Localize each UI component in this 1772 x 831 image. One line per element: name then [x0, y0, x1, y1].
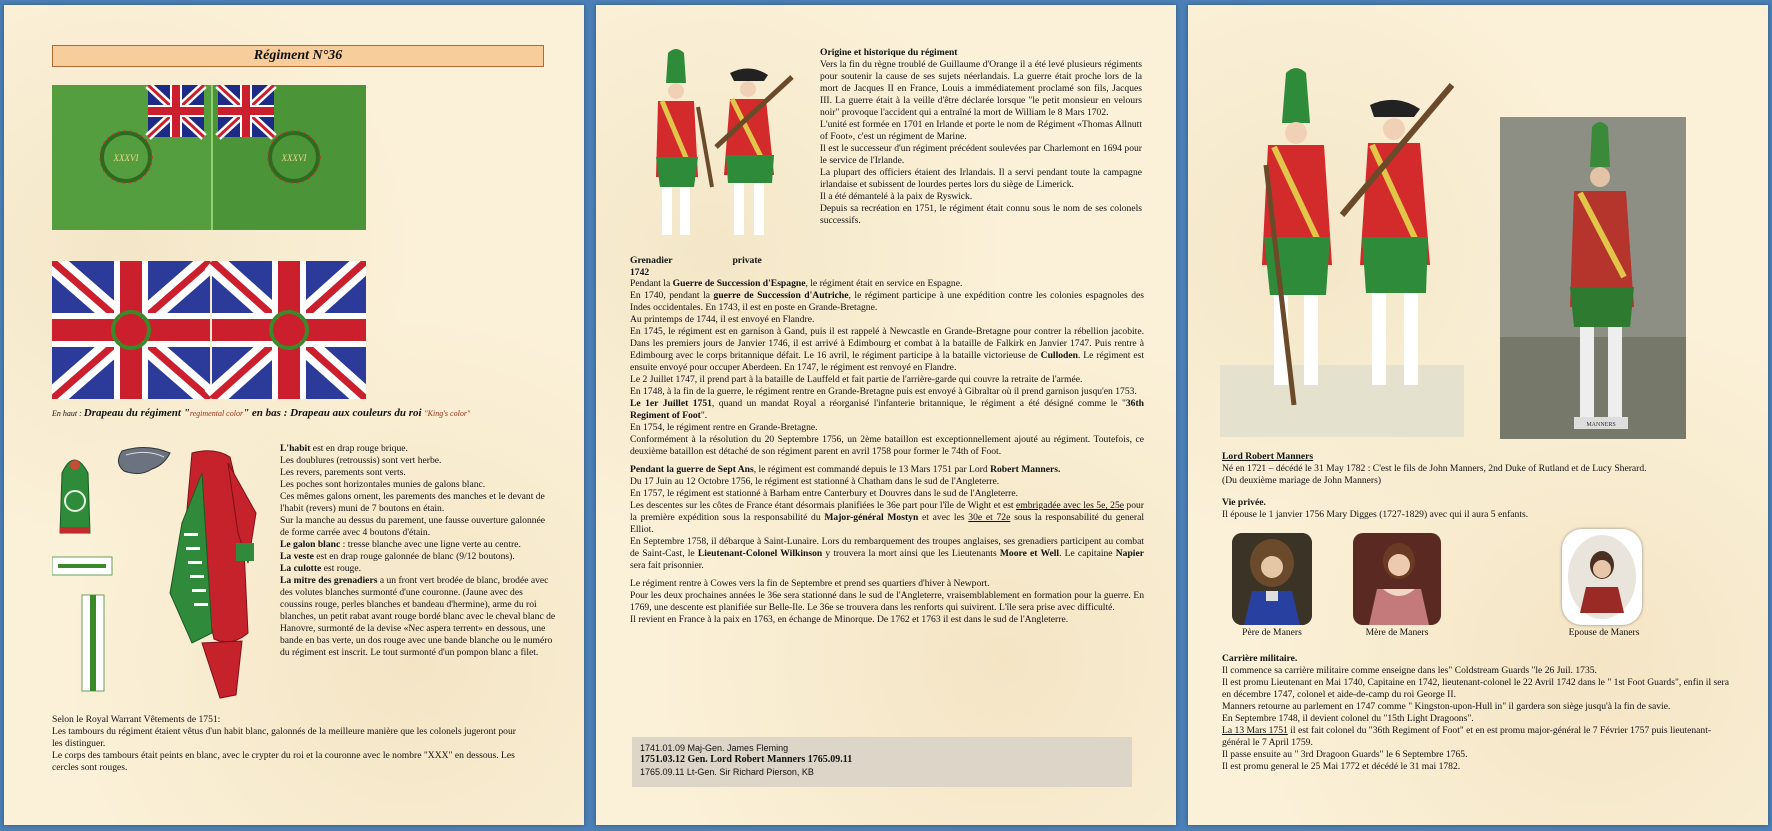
wife-portrait-icon [1562, 529, 1642, 625]
portrait-father-label: Père de Maners [1242, 627, 1302, 638]
uniform-line: Les doublures (retroussis) sont vert herbe. [280, 455, 442, 466]
origin-paragraph: Depuis sa recréation en 1751, le régiment était connu sous le nom de ses colonels successifs. [820, 203, 1142, 226]
uniform-line: La culotte est rouge. [280, 563, 362, 574]
page-1 [4, 5, 584, 825]
uniform-line: Les poches sont horizontales munies de galons blanc. [280, 479, 486, 490]
origin-paragraph: L'unité est formée en 1701 en Irlande et porte le nom de Régiment «Thomas Allnutt of Foot», c'est un régiment de Marine. [820, 119, 1142, 142]
mother-portrait-icon [1353, 533, 1441, 625]
portrait-mother-label: Mère de Maners [1365, 627, 1429, 638]
coat-icon [170, 451, 256, 698]
grenadier-figure [656, 49, 712, 235]
flag-caption: En haut : Drapeau du régiment "regimental color" en bas : Drapeau aux couleurs du roi "King's color" [52, 407, 471, 419]
union-canton-right [218, 85, 274, 137]
button-lace-icon [82, 595, 104, 691]
mitre-cap-icon [60, 460, 90, 533]
portrait-father [1232, 533, 1312, 625]
history-text: Pendant la Guerre de Succession d'Espagne, le régiment était en service en Espagne. En 1740, pendant la guerre de Succession d'Autriche, le régiment participe à une expédition contre les colonies espagnoles des Indes occidentales. En 1743, il est en poste en Grande-Bretagne. Au printemps de 1744, il est envoyé en Flandre. En 1745, le régiment est en garnison à Gand, puis il est rappelé à Newcastle en Grande-Bretagne pour contrer la rébellion jacobite. Dans les premiers jours de Janvier 1746, il est arrivé à Edimbourg et combat à la bataille de Falkirk en Janvier 1747. Puis rentre à Edimbourg avec le corps britannique défait. Le 16 avril, le régiment participe à la bataille victorieuse de Culloden. Le régiment est ensuite envoyé pour occuper Aberdeen. En 1747, le régiment est renvoyé en Flandre. Le 2 Juillet 1747, il prend part à la bataille de Lauffeld et fait partie de l'arrière-garde qui couvre la retraite de l'armée. En 1748, à la fin de la guerre, le régiment rentre en Grande-Bretagne puis est envoyé à Gibraltar où il prend garnison jusqu'en 1753. Le 1er Juillet 1751, quand un mandat Royal a réorganisé l'infanterie britannique, le régiment a été désigné comme le "36th Regiment of Foot". En 1754, le régiment rentre en Grande-Bretagne. Conformément à la résolution du 20 Septembre 1756, un 2ème bataillon est exceptionnellement ajouté au régiment. Toutefois, ce deuxième bataillon est détaché de son régiment parent en avril 1758 pour former le 74th of Foot. Pendant la guerre de Sept Ans, le régiment est commandé depuis le 13 Mars 1751 par Lord Robert Manners. Du 17 Juin au 12 Octobre 1756, le régiment est stationné à Chatham dans le sud de l'Angleterre. En 1757, le régiment est stationné à Barham entre Canterbury et Douvres dans le sud de l'Angleterre. Les descentes sur les côtes de France étant désormais planifiées le 36e part pour l'île de Wight et est embrigadée avec les 5e, 25e pour la première expédition sous la responsabilité du Major-général Mostyn et avec les 30e et 72e sous la responsabilité du general Elliot. En Septembre 1758, il débarque à Saint-Lunaire. Lors du rembarquement des troupes anglaises, ses grenadiers participent au combat de Saint-Cast, le Lieutenant-Colonel Wilkinson y trouvera la mort ainsi que les Lieutenants Moore et Well. Le capitaine Napier sera fait prisonnier. Le régiment rentre à Cowes vers la fin de Septembre et prend ses quartiers d'hiver à Newport. Pour les deux prochaines années le 36e sera stationné dans le sud de l'Angleterre, vraisemblablement en formation pour la guerre. En 1769, une descente est planifiée sur Belle-Ile. Le 36e se trouvera dans les renforts qui suivirent. L'île sera prise avec difficulté. Il revient en France à la paix en 1763, en échange de Minorque. De 1762 et 1763 il est dans le sud de l'Angleterre. [630, 278, 1145, 625]
origin-heading: Origine et historique du régiment [820, 47, 958, 58]
manners-painting [1500, 117, 1686, 439]
union-flag-left [52, 261, 210, 399]
tricorne-hat-icon [118, 447, 170, 473]
union-canton-left [148, 85, 204, 137]
uniform-line: La mitre des grenadiers a un front vert brodée de blanc, brodée avec des volutes blanches surmonté d'une couronne. (Jaune avec des coussins rouge, perles blanches et bandeau d'hermine), arme du roi blanches, un petit rabat avant rouge bordé blanc avec le cheval blanc de Hanovre, surmonté de la devise «Nec aspera terrent» en dessous, une bande en bas verte, un dos rouge avec une bande blanche ou le numéro du régiment est inscrit. Le tout surmonté d'un pompon blanc a filet. [280, 575, 556, 658]
regimental-color-flag [52, 85, 366, 230]
career-heading: Carrière militaire. [1222, 653, 1298, 664]
uniform-line: Le galon blanc : tresse blanche avec une ligne verte au centre. [280, 539, 521, 550]
svg-text:XXXVI: XXXVI [281, 153, 307, 163]
uniform-line: Sur la manche au dessus du parement, une fausse ouverture galonnée de forme carrée avec 4 boutons d'étain. [280, 515, 546, 538]
painting-figure [1500, 117, 1686, 439]
grenadier-figure-large [1262, 68, 1332, 405]
page-3 [1188, 5, 1768, 825]
portrait-wife-label: Epouse de Maners [1568, 627, 1640, 638]
origin-paragraph: Vers la fin du règne troublé de Guillaume d'Orange il a été levé plusieurs régiments pour soutenir la cause de ses sujets néerlandais. La guerre était proche lors de la mort de Jacques II en France, Louis a immédiatement proclamé son fils, Jacques III. La guerre était à la veille d'être déclarée lorsque "le petit monsieur en velours noir" provoque l'accident qui a entraîné la mort de William le 8 Mars 1702. [820, 59, 1142, 118]
colonels-box: 1741.01.09 Maj-Gen. James Fleming 1751.03.12 Gen. Lord Robert Manners 1765.09.11 1765.09.11 Lt-Gen. Sir Richard Pierson, KB [632, 737, 1132, 787]
drums-paragraph: Selon le Royal Warrant Vêtements de 1751: Les tambours du régiment étaient vêtus d'un habit blanc, galonnés de la meilleure manière que les colonels jugeront pour les distinguer. Le corps des tambours était peints en blanc, avec le crypter du roi et la couronne avec le nombre "XXX" en dessous. Les cercles sont rouges. [52, 714, 516, 773]
portrait-wife [1562, 529, 1642, 625]
bio-section: Lord Robert Manners Né en 1721 – décédé le 31 May 1782 : C'est le fils de John Manners, 2nd Duke of Rutland et de Lucy Sherard. (Du deuxième mariage de John Manners) Vie privée. Il épouse le 1 janvier 1756 Mary Digges (1727-1829) avec qui il aura 5 enfants. [1222, 451, 1732, 521]
page-title: Régiment N°36 [52, 45, 544, 67]
uniform-illustration [52, 443, 264, 703]
father-portrait-icon [1232, 533, 1312, 625]
origin-paragraph: Il est le successeur d'un régiment précédent soulevées par Charlemont en 1694 pour le service de l'Irlande. [820, 143, 1142, 166]
private-figure [716, 68, 792, 235]
uniform-line: Les revers, parements sont verts. [280, 467, 406, 478]
svg-text:XXXVI: XXXVI [113, 153, 139, 163]
uniform-description [280, 443, 556, 659]
grenadier-private-illustration [632, 47, 802, 249]
lace-swatch-icon [52, 557, 112, 575]
page-2 [596, 5, 1176, 825]
illustration-label: Grenadier private1742 [630, 255, 762, 278]
uniform-line: L'habit est en drap rouge brique. [280, 443, 408, 454]
union-flag-right [212, 261, 366, 399]
painting-label: MANNERS [1586, 422, 1616, 428]
uniform-line: Ces mêmes galons ornent, les parements des manches et le devant de l'habit (revers) muni de 7 boutons en étain. [280, 491, 545, 514]
career-section: Carrière militaire. Il commence sa carrière militaire comme enseigne dans les" Coldstream Guards "le 26 Juil. 1735. Il est promu Lieutenant en Mai 1740, Capitaine en 1742, lieutenant-colonel le 22 Avril 1742 dans le " 1st Foot Guards", enfin il sera en décembre 1747, colonel et aide-de-camp du roi George II. Manners retourne au parlement en 1747 comme " Kingston-upon-Hull in" il gardera son siège jusqu'à la fin de savie. En Septembre 1748, il devient colonel du "15th Light Dragoons". La 13 Mars 1751 il est fait colonel du "36th Regiment of Foot" et en est promu major-général le 7 Février 1757 puis lieutenant-général le 7 April 1759. Il passe ensuite au " 3rd Dragoon Guards" le 6 Septembre 1765. Il est promu general le 25 Mai 1772 et décédé le 31 mai 1782. [1222, 653, 1736, 773]
soldiers-illustration [1220, 65, 1464, 437]
origin-paragraph: La plupart des officiers étaient des Irlandais. Il a servi pendant toute la campagne irlandaise et subissent de lourdes pertes lors du siège de Limerick. [820, 167, 1142, 190]
private-figure-large [1342, 85, 1452, 385]
origin-paragraph: Il a été démantelé à la paix de Ryswick. [820, 191, 973, 202]
kings-color-flag [52, 261, 366, 399]
portrait-mother [1353, 533, 1441, 625]
bio-name: Lord Robert Manners [1222, 451, 1314, 462]
uniform-line: La veste est en drap rouge galonnée de blanc (9/12 boutons). [280, 551, 515, 562]
origin-section [820, 47, 1142, 227]
origin-paragraphs [820, 59, 1142, 227]
